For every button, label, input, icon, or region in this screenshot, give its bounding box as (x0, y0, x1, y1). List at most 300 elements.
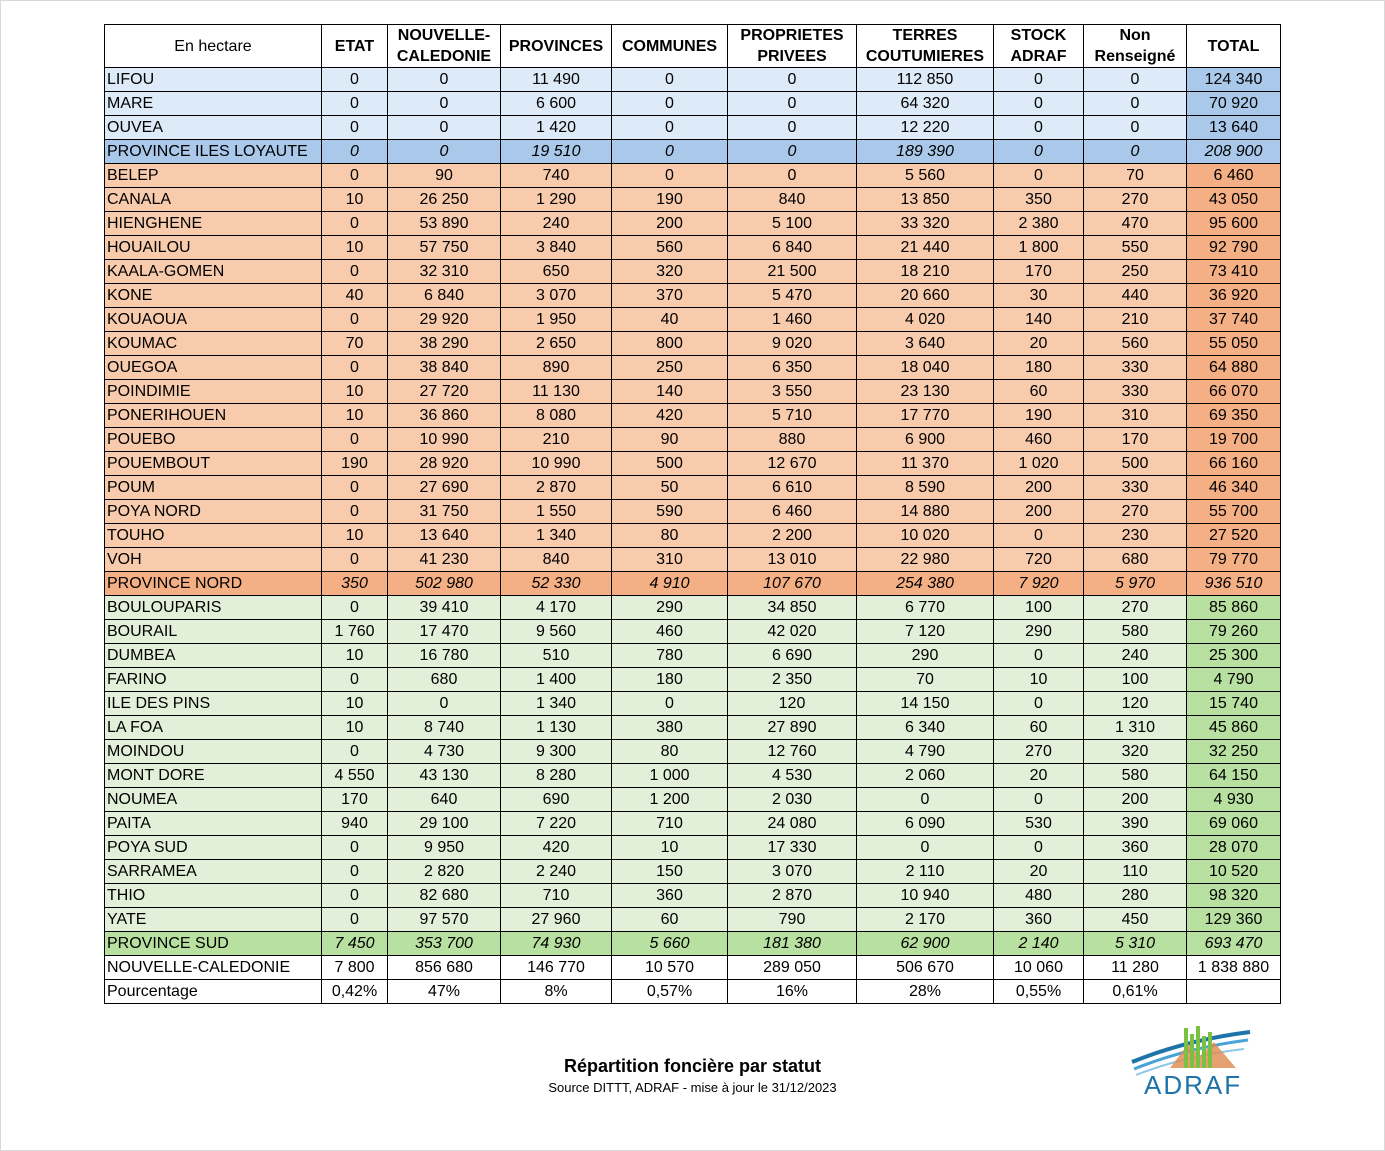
value-cell: 240 (501, 212, 612, 236)
value-cell: 710 (612, 812, 728, 836)
value-cell: 11 130 (501, 380, 612, 404)
value-cell: 110 (1084, 860, 1187, 884)
value-cell: 270 (1084, 596, 1187, 620)
value-cell: 6 770 (857, 596, 994, 620)
value-cell: 0 (322, 260, 388, 284)
value-cell: 170 (1084, 428, 1187, 452)
value-cell: 20 660 (857, 284, 994, 308)
value-cell: 1 760 (322, 620, 388, 644)
value-cell: 13 010 (728, 548, 857, 572)
row-label: POYA NORD (105, 500, 322, 524)
table-row (105, 500, 1281, 524)
table-row (105, 764, 1281, 788)
value-cell: 27 960 (501, 908, 612, 932)
value-cell: 200 (612, 212, 728, 236)
value-cell: 10 (322, 236, 388, 260)
value-cell: 200 (1084, 788, 1187, 812)
total-cell: 64 150 (1187, 764, 1281, 788)
row-label: OUVEA (105, 116, 322, 140)
header-cell: PROVINCES (501, 25, 612, 68)
value-cell: 0 (612, 164, 728, 188)
value-cell: 0 (1084, 116, 1187, 140)
header-cell: TERRES COUTUMIERES (857, 25, 994, 68)
table-row (105, 164, 1281, 188)
header-cell: PROPRIETES PRIVEES (728, 25, 857, 68)
header-cell: ETAT (322, 25, 388, 68)
value-cell: 80 (612, 524, 728, 548)
header-cell: Non Renseigné (1084, 25, 1187, 68)
value-cell: 530 (994, 812, 1084, 836)
value-cell: 3 640 (857, 332, 994, 356)
value-cell: 330 (1084, 380, 1187, 404)
value-cell: 0 (857, 788, 994, 812)
table-row (105, 692, 1281, 716)
value-cell: 53 890 (388, 212, 501, 236)
value-cell: 11 370 (857, 452, 994, 476)
value-cell: 0 (322, 668, 388, 692)
value-cell: 2 060 (857, 764, 994, 788)
value-cell: 460 (612, 620, 728, 644)
total-cell: 43 050 (1187, 188, 1281, 212)
value-cell: 3 550 (728, 380, 857, 404)
total-cell: 936 510 (1187, 572, 1281, 596)
value-cell: 60 (612, 908, 728, 932)
value-cell: 2 870 (501, 476, 612, 500)
value-cell: 47% (388, 980, 501, 1004)
value-cell: 4 790 (857, 740, 994, 764)
value-cell: 1 800 (994, 236, 1084, 260)
value-cell: 0 (322, 164, 388, 188)
total-cell: 208 900 (1187, 140, 1281, 164)
value-cell: 107 670 (728, 572, 857, 596)
value-cell: 0 (322, 356, 388, 380)
value-cell: 840 (728, 188, 857, 212)
value-cell: 33 320 (857, 212, 994, 236)
value-cell: 10 940 (857, 884, 994, 908)
value-cell: 790 (728, 908, 857, 932)
table-row (105, 92, 1281, 116)
value-cell: 5 710 (728, 404, 857, 428)
table-row (105, 380, 1281, 404)
value-cell: 17 770 (857, 404, 994, 428)
value-cell: 82 680 (388, 884, 501, 908)
value-cell: 6 840 (728, 236, 857, 260)
total-cell: 73 410 (1187, 260, 1281, 284)
value-cell: 0 (994, 788, 1084, 812)
value-cell: 0 (728, 68, 857, 92)
total-cell: 129 360 (1187, 908, 1281, 932)
value-cell: 180 (994, 356, 1084, 380)
value-cell: 0 (994, 524, 1084, 548)
value-cell: 0 (388, 92, 501, 116)
header-cell: STOCK ADRAF (994, 25, 1084, 68)
row-label: TOUHO (105, 524, 322, 548)
value-cell: 8% (501, 980, 612, 1004)
total-cell: 66 070 (1187, 380, 1281, 404)
value-cell: 880 (728, 428, 857, 452)
row-label: PROVINCE SUD (105, 932, 322, 956)
header-cell: En hectare (105, 25, 322, 68)
value-cell: 27 890 (728, 716, 857, 740)
value-cell: 450 (1084, 908, 1187, 932)
value-cell: 41 230 (388, 548, 501, 572)
value-cell: 9 020 (728, 332, 857, 356)
value-cell: 2 200 (728, 524, 857, 548)
header-cell: NOUVELLE-CALEDONIE (388, 25, 501, 68)
table-row (105, 404, 1281, 428)
value-cell: 7 450 (322, 932, 388, 956)
value-cell: 6 600 (501, 92, 612, 116)
value-cell: 29 920 (388, 308, 501, 332)
value-cell: 0 (728, 116, 857, 140)
value-cell: 10 990 (388, 428, 501, 452)
value-cell: 370 (612, 284, 728, 308)
value-cell: 1 950 (501, 308, 612, 332)
value-cell: 12 760 (728, 740, 857, 764)
value-cell: 1 000 (612, 764, 728, 788)
value-cell: 380 (612, 716, 728, 740)
value-cell: 502 980 (388, 572, 501, 596)
value-cell: 800 (612, 332, 728, 356)
value-cell: 8 280 (501, 764, 612, 788)
value-cell: 0 (322, 884, 388, 908)
total-cell: 19 700 (1187, 428, 1281, 452)
value-cell: 13 850 (857, 188, 994, 212)
value-cell: 0 (612, 140, 728, 164)
value-cell: 6 460 (728, 500, 857, 524)
value-cell: 140 (994, 308, 1084, 332)
value-cell: 11 280 (1084, 956, 1187, 980)
value-cell: 74 930 (501, 932, 612, 956)
value-cell: 720 (994, 548, 1084, 572)
value-cell: 0 (322, 116, 388, 140)
value-cell: 0 (322, 212, 388, 236)
value-cell: 890 (501, 356, 612, 380)
total-cell: 124 340 (1187, 68, 1281, 92)
value-cell: 510 (501, 644, 612, 668)
row-label: MARE (105, 92, 322, 116)
value-cell: 550 (1084, 236, 1187, 260)
value-cell: 1 310 (1084, 716, 1187, 740)
value-cell: 590 (612, 500, 728, 524)
value-cell: 0 (322, 428, 388, 452)
caption-source: Source DITTT, ADRAF - mise à jour le 31/12/2023 (548, 1080, 837, 1095)
value-cell: 27 690 (388, 476, 501, 500)
value-cell: 0 (994, 68, 1084, 92)
value-cell: 290 (994, 620, 1084, 644)
total-cell: 25 300 (1187, 644, 1281, 668)
value-cell: 32 310 (388, 260, 501, 284)
row-label: KONE (105, 284, 322, 308)
value-cell: 6 090 (857, 812, 994, 836)
value-cell: 0 (322, 836, 388, 860)
value-cell: 500 (1084, 452, 1187, 476)
value-cell: 5 560 (857, 164, 994, 188)
total-cell: 6 460 (1187, 164, 1281, 188)
value-cell: 6 340 (857, 716, 994, 740)
value-cell: 112 850 (857, 68, 994, 92)
total-cell: 36 920 (1187, 284, 1281, 308)
value-cell: 27 720 (388, 380, 501, 404)
value-cell: 60 (994, 716, 1084, 740)
row-label: BELEP (105, 164, 322, 188)
value-cell: 21 500 (728, 260, 857, 284)
value-cell: 1 200 (612, 788, 728, 812)
value-cell: 190 (322, 452, 388, 476)
value-cell: 80 (612, 740, 728, 764)
total-cell: 15 740 (1187, 692, 1281, 716)
value-cell: 2 870 (728, 884, 857, 908)
total-cell: 66 160 (1187, 452, 1281, 476)
table-row (105, 116, 1281, 140)
total-cell: 95 600 (1187, 212, 1281, 236)
value-cell: 840 (501, 548, 612, 572)
value-cell: 310 (1084, 404, 1187, 428)
total-cell: 98 320 (1187, 884, 1281, 908)
value-cell: 250 (1084, 260, 1187, 284)
total-cell: 32 250 (1187, 740, 1281, 764)
value-cell: 40 (612, 308, 728, 332)
value-cell: 10 (994, 668, 1084, 692)
value-cell: 0 (612, 692, 728, 716)
value-cell: 330 (1084, 476, 1187, 500)
value-cell: 10 (322, 524, 388, 548)
value-cell: 710 (501, 884, 612, 908)
value-cell: 39 410 (388, 596, 501, 620)
row-label: POINDIMIE (105, 380, 322, 404)
total-cell (1187, 980, 1281, 1004)
value-cell: 0 (994, 116, 1084, 140)
value-cell: 580 (1084, 620, 1187, 644)
value-cell: 8 080 (501, 404, 612, 428)
value-cell: 0 (322, 860, 388, 884)
value-cell: 350 (322, 572, 388, 596)
value-cell: 0 (612, 92, 728, 116)
value-cell: 10 060 (994, 956, 1084, 980)
value-cell: 0 (322, 740, 388, 764)
value-cell: 0 (322, 908, 388, 932)
table-row (105, 68, 1281, 92)
value-cell: 1 020 (994, 452, 1084, 476)
value-cell: 0,55% (994, 980, 1084, 1004)
value-cell: 0 (612, 68, 728, 92)
value-cell: 12 670 (728, 452, 857, 476)
table-header-row (105, 25, 1281, 68)
value-cell: 460 (994, 428, 1084, 452)
table-body (105, 68, 1281, 1004)
value-cell: 0 (994, 692, 1084, 716)
value-cell: 12 220 (857, 116, 994, 140)
value-cell: 2 240 (501, 860, 612, 884)
value-cell: 580 (1084, 764, 1187, 788)
value-cell: 19 510 (501, 140, 612, 164)
value-cell: 0 (388, 692, 501, 716)
total-cell: 13 640 (1187, 116, 1281, 140)
value-cell: 10 020 (857, 524, 994, 548)
row-label: MOINDOU (105, 740, 322, 764)
total-cell: 55 700 (1187, 500, 1281, 524)
value-cell: 230 (1084, 524, 1187, 548)
value-cell: 2 030 (728, 788, 857, 812)
value-cell: 90 (388, 164, 501, 188)
row-label: PROVINCE NORD (105, 572, 322, 596)
value-cell: 440 (1084, 284, 1187, 308)
value-cell: 29 100 (388, 812, 501, 836)
value-cell: 0 (728, 164, 857, 188)
value-cell: 856 680 (388, 956, 501, 980)
table-row (105, 908, 1281, 932)
value-cell: 60 (994, 380, 1084, 404)
value-cell: 0 (728, 92, 857, 116)
value-cell: 6 610 (728, 476, 857, 500)
province-subtotal-row (105, 572, 1281, 596)
value-cell: 10 (322, 716, 388, 740)
value-cell: 0 (994, 644, 1084, 668)
value-cell: 10 990 (501, 452, 612, 476)
value-cell: 480 (994, 884, 1084, 908)
row-label: SARRAMEA (105, 860, 322, 884)
grand-total-row (105, 956, 1281, 980)
value-cell: 289 050 (728, 956, 857, 980)
total-cell: 69 060 (1187, 812, 1281, 836)
row-label: LIFOU (105, 68, 322, 92)
row-label: THIO (105, 884, 322, 908)
table-row (105, 428, 1281, 452)
value-cell: 0 (994, 836, 1084, 860)
value-cell: 38 840 (388, 356, 501, 380)
value-cell: 5 470 (728, 284, 857, 308)
value-cell: 8 590 (857, 476, 994, 500)
total-cell: 46 340 (1187, 476, 1281, 500)
table-row (105, 284, 1281, 308)
value-cell: 320 (612, 260, 728, 284)
value-cell: 270 (1084, 500, 1187, 524)
row-label: NOUVELLE-CALEDONIE (105, 956, 322, 980)
value-cell: 0 (322, 476, 388, 500)
row-label: OUEGOA (105, 356, 322, 380)
value-cell: 240 (1084, 644, 1187, 668)
value-cell: 170 (322, 788, 388, 812)
value-cell: 18 040 (857, 356, 994, 380)
row-label: YATE (105, 908, 322, 932)
value-cell: 4 730 (388, 740, 501, 764)
value-cell: 0 (388, 68, 501, 92)
value-cell: 64 320 (857, 92, 994, 116)
value-cell: 5 660 (612, 932, 728, 956)
table-row (105, 884, 1281, 908)
value-cell: 0 (612, 116, 728, 140)
total-cell: 4 790 (1187, 668, 1281, 692)
value-cell: 254 380 (857, 572, 994, 596)
row-label: POUEMBOUT (105, 452, 322, 476)
value-cell: 14 150 (857, 692, 994, 716)
table-row (105, 668, 1281, 692)
value-cell: 7 220 (501, 812, 612, 836)
total-cell: 10 520 (1187, 860, 1281, 884)
value-cell: 0,61% (1084, 980, 1187, 1004)
value-cell: 200 (994, 500, 1084, 524)
row-label: MONT DORE (105, 764, 322, 788)
value-cell: 0 (994, 140, 1084, 164)
value-cell: 7 120 (857, 620, 994, 644)
value-cell: 97 570 (388, 908, 501, 932)
table-row (105, 620, 1281, 644)
value-cell: 0 (994, 164, 1084, 188)
caption (400, 1054, 985, 1098)
row-label: KOUMAC (105, 332, 322, 356)
value-cell: 0 (1084, 92, 1187, 116)
table-row (105, 332, 1281, 356)
value-cell: 0 (1084, 140, 1187, 164)
row-label: POUM (105, 476, 322, 500)
value-cell: 0,57% (612, 980, 728, 1004)
row-label: ILE DES PINS (105, 692, 322, 716)
value-cell: 190 (994, 404, 1084, 428)
table-row (105, 356, 1281, 380)
province-subtotal-row (105, 140, 1281, 164)
value-cell: 70 (322, 332, 388, 356)
value-cell: 1 550 (501, 500, 612, 524)
total-cell: 45 860 (1187, 716, 1281, 740)
value-cell: 11 490 (501, 68, 612, 92)
value-cell: 30 (994, 284, 1084, 308)
value-cell: 5 100 (728, 212, 857, 236)
value-cell: 6 690 (728, 644, 857, 668)
value-cell: 21 440 (857, 236, 994, 260)
value-cell: 23 130 (857, 380, 994, 404)
value-cell: 210 (1084, 308, 1187, 332)
value-cell: 680 (1084, 548, 1187, 572)
value-cell: 0 (388, 116, 501, 140)
value-cell: 2 350 (728, 668, 857, 692)
value-cell: 420 (501, 836, 612, 860)
value-cell: 10 (322, 644, 388, 668)
table-row (105, 860, 1281, 884)
value-cell: 0 (857, 836, 994, 860)
value-cell: 190 (612, 188, 728, 212)
value-cell: 250 (612, 356, 728, 380)
row-label: HIENGHENE (105, 212, 322, 236)
value-cell: 18 210 (857, 260, 994, 284)
value-cell: 16% (728, 980, 857, 1004)
value-cell: 200 (994, 476, 1084, 500)
value-cell: 1 340 (501, 692, 612, 716)
total-cell: 79 260 (1187, 620, 1281, 644)
land-tenure-table (104, 24, 1281, 1004)
value-cell: 420 (612, 404, 728, 428)
value-cell: 100 (1084, 668, 1187, 692)
value-cell: 10 570 (612, 956, 728, 980)
value-cell: 6 840 (388, 284, 501, 308)
value-cell: 940 (322, 812, 388, 836)
value-cell: 3 840 (501, 236, 612, 260)
value-cell: 10 (612, 836, 728, 860)
value-cell: 390 (1084, 812, 1187, 836)
value-cell: 36 860 (388, 404, 501, 428)
value-cell: 150 (612, 860, 728, 884)
value-cell: 10 (322, 692, 388, 716)
value-cell: 57 750 (388, 236, 501, 260)
value-cell: 290 (857, 644, 994, 668)
table-row (105, 308, 1281, 332)
value-cell: 70 (1084, 164, 1187, 188)
value-cell: 16 780 (388, 644, 501, 668)
table-row (105, 188, 1281, 212)
value-cell: 360 (994, 908, 1084, 932)
row-label: Pourcentage (105, 980, 322, 1004)
row-label: POUEBO (105, 428, 322, 452)
value-cell: 20 (994, 764, 1084, 788)
